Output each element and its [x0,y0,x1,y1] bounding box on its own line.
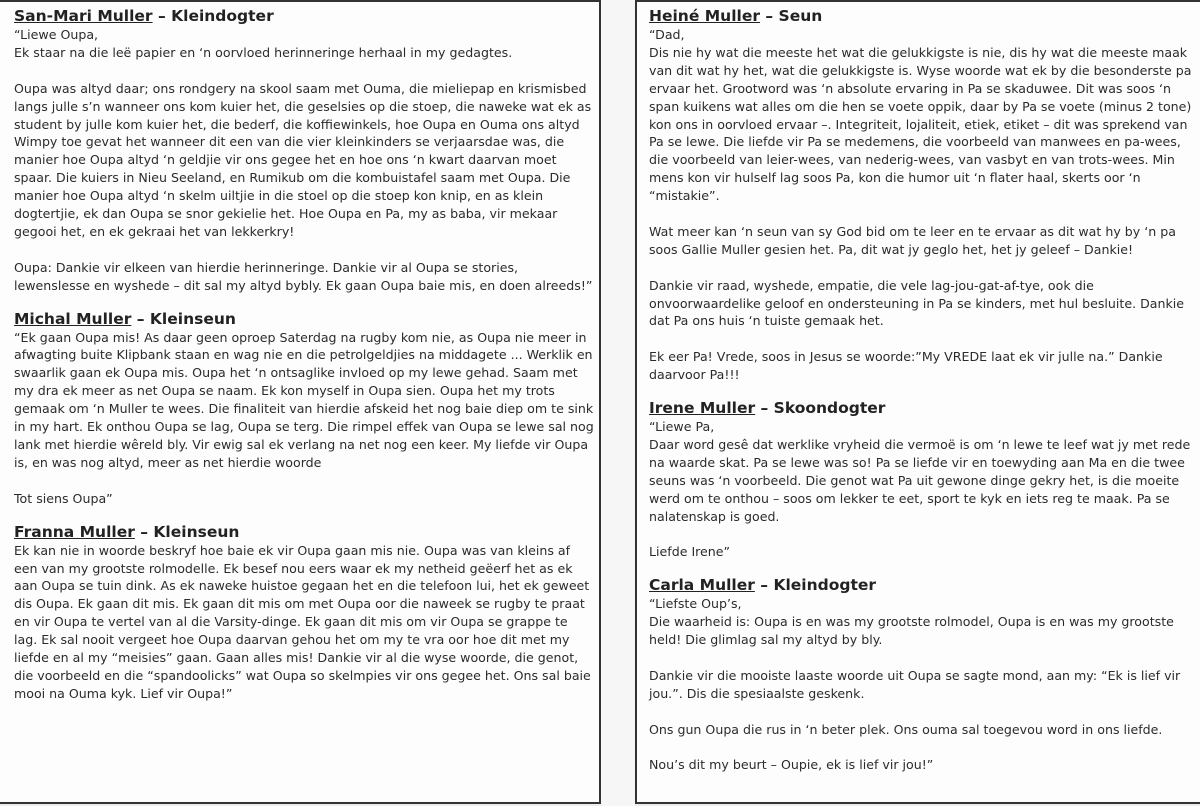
author-name: Heiné Muller [649,7,760,25]
tribute-san-mari [14,6,594,295]
author-role: Kleindogter [773,576,877,595]
author-name: San-Mari Muller [14,7,153,25]
tribute-carla [649,575,1195,774]
tribute-paragraph: Dankie vir die mooiste laaste woorde uit Oupa se sagte mond, aan my: “Ek is lief vir jou.”. Dis die spesiaalste geskenk. [649,667,1181,701]
tribute-paragraph: “Liewe Oupa, Ek staar na die leë papier en ‘n oorvloed herinneringe herhaal in my gedagtes. [14,27,513,60]
tribute-paragraph: Ek eer Pa! Vrede, soos in Jesus se woorde:”My VREDE laat ek vir julle na.” Dankie daarvoor Pa!!! [649,349,1163,383]
tribute-paragraph: “Liefste Oup’s, Die waarheid is: Oupa is en was my grootste rolmodel, Oupa is en was my grootste held! Die glimlag sal my altyd by bly. [649,596,1174,648]
tribute-paragraph: Nou’s dit my beurt – Oupie, ek is lief vir jou!” [649,757,934,773]
tribute-paragraph: “Ek gaan Oupa mis! As daar geen oproep Saterdag na rugby kom nie, as Oupa nie meer in afwagting buite Klipbank staan en wag nie en die petrolgeldjies na middagete ... Werklik en swaarlik gaan ek Oupa mis. Oupa het ‘n ontsaglike invloed op my lewe gehad. Saam met my dra ek meer as net Oupa se naam. Ek kon myself in Oupa sien. Oupa het my trots gemaak om ‘n Muller te wees. Die finaliteit van hierdie afskeid het nog baie diep om te sink in my hart. Ek onthou Oupa se lag, Oupa se terg. Die rimpel effek van Oupa se lewe sal nog lank met hierdie wêreld bly. Vir ewig sal ek verlang na net nog een keer. My liefde vir Oupa is, en was nog altyd, meer as net hierdie woorde [14,329,594,470]
tribute-paragraph: Tot siens Oupa” [14,490,113,506]
tribute-michal [14,309,594,508]
left-page-content [14,6,594,703]
author-role: Kleindogter [171,7,274,25]
left-page [0,0,601,804]
author-name: Franna Muller [14,522,135,541]
tribute-paragraph: Dankie vir raad, wyshede, empatie, die vele lag-jou-gat-af-tye, ook die onvoorwaardelike geloof en ondersteuning in Pa se kinders, met hul besluite. Dankie dat Pa ons huis ‘n tuiste gemaak het. [649,277,1185,329]
tribute-paragraph: Wat meer kan ‘n seun van sy God bid om te leer en te ervaar as dit wat hy by ‘n pa soos Gallie Muller gesien het. Pa, dit wat jy geglo het, het jy geleef – Dankie! [649,223,1176,257]
right-page [635,0,1200,804]
page-gutter [601,0,635,806]
tribute-irene [649,398,1195,561]
tribute-paragraph: “Dad, Dis nie hy wat die meeste het wat die gelukkigste is nie, dis hy wat die meeste maak van dit wat hy het, wat die gelukkigste is. Wyse woorde wat ek by die besonderste pa ervaar het. Grootword was ‘n absolute ervaring in Pa se skaduwee. Dit was soos ‘n span kuikens wat alles om die hen se voete oppik, daar by Pa se voete (minus 2 tone) kon ons in oorvloed ervaar –. Integriteit, lojaliteit, etiek, etiket – dit was sprekend van Pa se lewe. Die liefde vir Pa se medemens, die voorbeeld van manwees en pa-wees, die voorbeeld van leier-wees, van nederig-wees, van vasbyt en van trots-wees. Min mens kon vir hulself lag soos Pa, kon die humor uit ‘n flater haal, skerts oor ‘n “mistakie”. [649,27,1192,204]
tribute-heading: Franna Muller – Kleinseun [14,522,240,541]
tribute-heine [649,6,1195,384]
author-role: Kleinseun [149,309,236,328]
tribute-paragraph: “Liewe Pa, Daar word gesê dat werklike vryheid die vermoë is om ‘n lewe te leef wat jy met rede na waarde skat. Pa se lewe was so! Pa se liefde vir en toewyding aan Ma en die twee seuns was ‘n voorbeeld. Die genot wat Pa uit gewone dinge gekry het, is die moeite werd om te onthou – soos om lekker te eet, sport te kyk en iets reg te maak. Pa se nalatenskap is goed. [649,419,1191,524]
tribute-franna [14,522,594,703]
tribute-heading: Irene Muller – Skoondogter [649,399,886,418]
tribute-paragraph: Liefde Irene” [649,544,731,560]
tribute-heading: Carla Muller – Kleindogter [649,576,877,595]
author-name: Carla Muller [649,576,755,595]
author-name: Michal Muller [14,309,132,328]
author-role: Skoondogter [773,399,886,418]
author-role: Kleinseun [153,522,240,541]
tribute-heading: Heiné Muller – Seun [649,7,823,25]
tribute-heading: San-Mari Muller – Kleindogter [14,7,274,25]
tribute-heading: Michal Muller – Kleinseun [14,309,236,328]
tribute-paragraph: Ons gun Oupa die rus in ‘n beter plek. Ons ouma sal toegevou word in ons liefde. [649,721,1163,737]
tribute-paragraph: Ek kan nie in woorde beskryf hoe baie ek vir Oupa gaan mis nie. Oupa was van kleins af een van my grootste rolmodelle. Ek besef nou eers waar ek my netheid geëerf het as ek aan Oupa se tuin dink. As ek naweke huistoe gegaan het en die telefoon lui, het ek geweet dis Oupa. Ek gaan dit mis. Ek gaan dit mis om met Oupa oor die naweek se rugby te praat en vir Oupa te vertel van al die Varsity-dinge. Ek gaan dit mis om vir Oupa se grappe te lag. Ek sal nooit vergeet hoe Oupa daarvan gehou het om my te vra oor hoe dit met my liefde en al my “meisies” gaan. Gaan alles mis! Dankie vir al die wyse woorde, die genot, die voorbeeld en die “spandoolicks” wat Oupa so skelmpies vir ons gegee het. Ons sal baie mooi na Ouma kyk. Lief vir Oupa!” [14,542,591,701]
right-page-content [649,6,1195,774]
tribute-paragraph: Oupa: Dankie vir elkeen van hierdie herinneringe. Dankie vir al Oupa se stories, lewenslesse en wyshede – dit sal my altyd bybly. Ek gaan Oupa baie mis, en doen alreeds!” [14,259,593,293]
tribute-paragraph: Oupa was altyd daar; ons rondgery na skool saam met Ouma, die mieliepap en krismisbed langs julle s’n wanneer ons kom kuier het, die geselsies op die stoep, die naweke wat ek as student by julle kom kuier het, die bederf, die koffiewinkels, hoe Oupa en Ouma ons altyd Wimpy toe gevat het wanneer dit een van die vier kleinkinders se verjaarsdae was, die manier hoe Oupa altyd ‘n geldjie vir ons gegee het en hoe ons ‘n kwart daarvan moet spaar. Die kuiers in Nieu Seeland, en Rumikub om die kombuistafel saam met Oupa. Die manier hoe Oupa altyd ‘n skelm uiltjie in die stoel op die stoep kon knip, en as klein dogtertjie, ek dan Oupa se snor gekielie het. Hoe Oupa en Pa, my as baba, vir mekaar gegooi het, en ek gekraai het van lekkerkry! [14,80,592,239]
author-role: Seun [778,7,823,25]
author-name: Irene Muller [649,399,756,418]
